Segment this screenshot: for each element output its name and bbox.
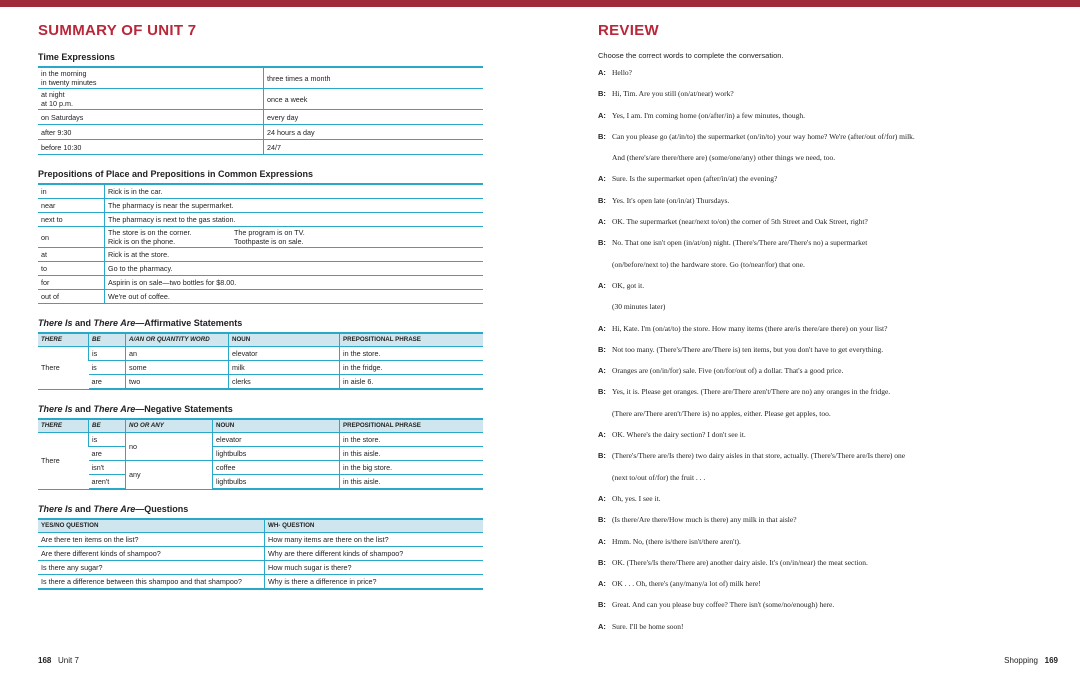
table-cell: once a week [264,89,484,110]
table-row [38,140,483,155]
conversation-line [598,387,1038,408]
table-cell: before 10:30 [38,140,264,155]
conversation-line [598,366,1038,387]
table-cell: on Saturdays [38,110,264,125]
conversation-line [598,281,1038,302]
conversation-line [598,111,1038,132]
table-row [38,447,483,461]
table-cell: 24 hours a day [264,125,484,140]
table-row [38,213,483,227]
table-cell: 24/7 [264,140,484,155]
speaker-label: B: [598,344,606,354]
table-cell: in the store. [340,347,484,361]
line-text: Hi, Tim. Are you still (on/at/near) work? [612,89,734,99]
table-row [38,461,483,475]
table-cell: Go to the pharmacy. [105,262,484,276]
speaker-label: B: [598,557,606,567]
line-text: OK, got it. [612,280,645,290]
table-cell: Aspirin is on sale—two bottles for $8.00. [105,276,484,290]
summary-title: SUMMARY OF UNIT 7 [38,22,197,39]
table-cell: in [38,184,105,199]
table-cell: clerks [229,375,340,390]
prepositions-table [38,183,483,304]
conversation-line [598,89,1038,110]
table-cell: every day [264,110,484,125]
table-cell: are [89,375,126,390]
prepositions-heading: Prepositions of Place and Prepositions in Common Expressions [38,169,314,179]
table-header: THERE [38,419,89,433]
time-expressions-heading: Time Expressions [38,52,115,62]
speaker-label: A: [598,174,606,184]
questions-heading: There Is and There Are—Questions [38,504,189,514]
line-text: And (there's/are there/there are) (some/one/any) other things we need, too. [612,153,836,163]
conversation-line [598,494,1038,515]
negative-heading: There Is and There Are—Negative Statements [38,404,233,414]
table-cell: lightbulbs [213,447,340,461]
table-cell: to [38,262,105,276]
line-text: Yes, it is. Please get oranges. (There are/There aren't/There are no) any oranges in the fridge. [612,387,891,397]
table-cell: coffee [213,461,340,475]
table-cell: The pharmacy is near the supermarket. [105,199,484,213]
line-text: Sure. I'll be home soon! [612,621,684,631]
table-header: PREPOSITIONAL PHRASE [340,333,484,347]
line-text: (Is there/Are there/How much is there) any milk in that aisle? [612,515,797,525]
table-cell: for [38,276,105,290]
table-cell: are [89,447,126,461]
line-text: Hmm. No, (there is/there isn't/there aren't). [612,536,741,546]
speaker-label: A: [598,621,606,631]
speaker-label: A: [598,323,606,333]
table-header: NOUN [213,419,340,433]
conversation-line [598,451,1038,472]
table-cell: Are there different kinds of shampoo? [38,547,265,561]
table-row [38,262,483,276]
speaker-label: A: [598,536,606,546]
speaker-label: B: [598,195,606,205]
speaker-label: B: [598,131,606,141]
speaker-label: A: [598,280,606,290]
example-text: The program is on TV. Toothpaste is on sale. [234,228,305,246]
line-text: Hello? [612,68,632,77]
speaker-label: B: [598,515,606,525]
speaker-label: B: [598,600,606,610]
conversation-line [598,174,1038,195]
line-text: Hi, Kate. I'm (on/at/to) the store. How many items (there are/is there/are there) on your list? [612,323,888,333]
speaker-label: A: [598,430,606,440]
table-header: BE [89,333,126,347]
line-text: OK. Where's the dairy section? I don't see it. [612,430,746,440]
table-row [38,199,483,213]
conversation-line [598,579,1038,600]
conversation-line [598,132,1038,153]
line-text: Yes. It's open late (on/in/at) Thursdays. [612,195,730,205]
line-text: OK. The supermarket (near/next to/on) the corner of 5th Street and Oak Street, right? [612,217,868,227]
table-row [38,67,483,89]
table-cell: Rick is at the store. [105,248,484,262]
conversation-line [598,196,1038,217]
table-cell: lightbulbs [213,475,340,490]
speaker-label: A: [598,579,606,589]
table-row [38,290,483,304]
table-row [38,125,483,140]
line-text: Oranges are (on/in/for) sale. Five (on/for/out of) a dollar. That's a good price. [612,366,844,376]
review-instructions: Choose the correct words to complete the conversation. [598,51,784,60]
table-row [38,547,483,561]
line-text: No. That one isn't open (in/at/on) night. (There's/There are/There's no) a supermarket [612,238,868,248]
top-color-bar [0,0,1080,7]
table-cell: in the big store. [340,461,484,475]
conversation-line [598,430,1038,451]
table-cell: in aisle 6. [340,375,484,390]
table-header: PREPOSITIONAL PHRASE [340,419,484,433]
left-page-number: 168 [38,656,52,665]
line-text: (There's/There are/Is there) two dairy aisles in that store, actually. (There's/There are/Is there) one [612,451,906,461]
table-cell: an [126,347,229,361]
table-cell: How much sugar is there? [265,561,484,575]
table-cell: on [38,227,105,248]
conversation-line [598,409,1038,430]
left-page [38,22,483,590]
conversation-line [598,558,1038,579]
conversation-line [598,68,1038,89]
table-cell: two [126,375,229,390]
table-cell: no [126,433,213,461]
table-cell: We're out of coffee. [105,290,484,304]
conversation-line [598,260,1038,281]
table-cell: after 9:30 [38,125,264,140]
table-cell: in the fridge. [340,361,484,375]
table-cell: is [89,361,126,375]
table-cell: next to [38,213,105,227]
table-header: WH- QUESTION [265,519,484,533]
table-row [38,227,483,248]
right-footer [1004,656,1058,665]
line-text: (30 minutes later) [612,302,666,312]
conversation-line [598,600,1038,621]
left-footer-unit: Unit 7 [58,656,79,665]
table-cell: in this aisle. [340,475,484,490]
right-footer-section: Shopping [1004,656,1038,665]
table-cell: Rick is in the car. [105,184,484,199]
line-text: Oh, yes. I see it. [612,493,661,503]
table-row [38,433,483,447]
table-cell: near [38,199,105,213]
table-cell: There [38,433,89,490]
line-text: Not too many. (There's/There are/There is) ten items, but you don't have to get everything. [612,344,884,354]
review-title: REVIEW [598,22,659,39]
table-cell: is [89,433,126,447]
table-cell: three times a month [264,67,484,89]
negative-table [38,418,483,490]
conversation-line [598,153,1038,174]
table-cell: at [38,248,105,262]
table-row [38,248,483,262]
conversation [598,68,1038,643]
table-cell: Is there any sugar? [38,561,265,575]
table-cell: aren't [89,475,126,490]
table-cell: Is there a difference between this shampoo and that shampoo? [38,575,265,590]
speaker-label: A: [598,68,606,77]
table-row [38,533,483,547]
table-cell: out of [38,290,105,304]
right-page [598,22,1038,643]
right-page-number: 169 [1044,656,1058,665]
conversation-line [598,622,1038,643]
line-text: (There are/There aren't/There is) no apples, either. Please get apples, too. [612,408,831,418]
table-row [38,361,483,375]
conversation-line [598,537,1038,558]
line-text: Great. And can you please buy coffee? There isn't (some/no/enough) here. [612,600,835,610]
table-cell: at night at 10 p.m. [38,89,264,110]
table-cell: some [126,361,229,375]
line-text: Yes, I am. I'm coming home (on/after/in) a few minutes, though. [612,110,806,120]
line-text: OK. (There's/Is there/There are) another dairy aisle. It's (on/in/near) the meat section. [612,557,868,567]
table-header: THERE [38,333,89,347]
line-text: (next to/out of/for) the fruit . . . [612,472,706,482]
table-cell: Why are there different kinds of shampoo? [265,547,484,561]
line-text: Sure. Is the supermarket open (after/in/at) the evening? [612,174,778,184]
questions-table [38,518,483,590]
table-row [38,184,483,199]
conversation-line [598,515,1038,536]
table-cell: milk [229,361,340,375]
table-cell: Are there ten items on the list? [38,533,265,547]
table-header: NOUN [229,333,340,347]
table-cell: in the store. [340,433,484,447]
table-row [38,110,483,125]
line-text: (on/before/next to) the hardware store. Go (to/near/for) that one. [612,259,805,269]
table-row [38,276,483,290]
conversation-line [598,302,1038,323]
conversation-line [598,324,1038,345]
table-cell: The pharmacy is next to the gas station. [105,213,484,227]
table-cell: elevator [229,347,340,361]
speaker-label: B: [598,89,606,99]
table-cell [105,227,484,248]
conversation-line [598,217,1038,238]
table-cell: in the morning in twenty minutes [38,67,264,89]
table-header: NO OR ANY [126,419,213,433]
table-cell: elevator [213,433,340,447]
speaker-label: A: [598,493,606,503]
table-cell: in this aisle. [340,447,484,461]
table-row [38,89,483,110]
conversation-line [598,473,1038,494]
table-cell: How many items are there on the list? [265,533,484,547]
table-cell: isn't [89,461,126,475]
table-header: YES/NO QUESTION [38,519,265,533]
table-cell: There [38,347,89,390]
affirmative-heading: There Is and There Are—Affirmative Statements [38,318,243,328]
conversation-line [598,238,1038,259]
speaker-label: B: [598,387,606,397]
table-header: BE [89,419,126,433]
table-header: A/AN OR QUANTITY WORD [126,333,229,347]
table-row [38,561,483,575]
table-cell: any [126,461,213,490]
table-row [38,347,483,361]
conversation-line [598,345,1038,366]
table-row [38,575,483,590]
speaker-label: B: [598,238,606,248]
speaker-label: A: [598,366,606,376]
speaker-label: A: [598,217,606,227]
line-text: OK . . . Oh, there's (any/many/a lot of) milk here! [612,579,761,589]
left-footer [38,656,79,665]
example-text: The store is on the corner. Rick is on the phone. [108,228,192,246]
table-cell: is [89,347,126,361]
affirmative-table [38,332,483,390]
table-cell: Why is there a difference in price? [265,575,484,590]
table-row [38,375,483,390]
speaker-label: A: [598,110,606,120]
table-row [38,475,483,490]
time-expressions-table [38,66,483,155]
speaker-label: B: [598,451,606,461]
line-text: Can you please go (at/in/to) the supermarket (on/in/to) your way home? We're (after/out of/for) milk. [612,131,915,141]
